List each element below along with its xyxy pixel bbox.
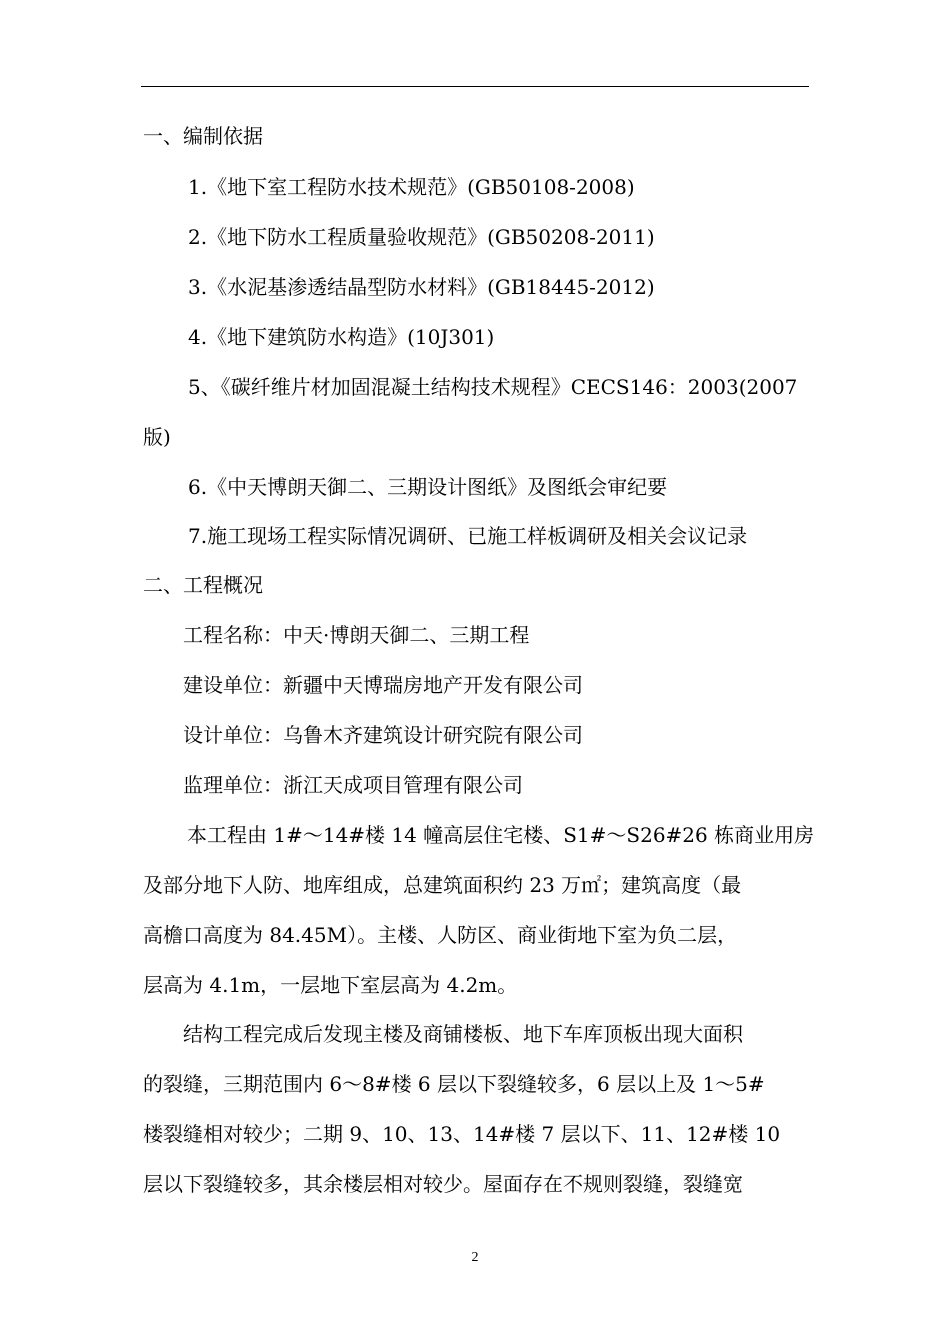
designer: 设计单位：乌鲁木齐建筑设计研究院有限公司: [183, 723, 583, 747]
overview-para-1-line-4: 层高为 4.1m，一层地下室层高为 4.2m。: [143, 973, 518, 997]
basis-item-1: 1.《地下室工程防水技术规范》(GB50108-2008): [188, 175, 635, 199]
overview-para-1-line-1: 本工程由 1#～14#楼 14 幢高层住宅楼、S1#～S26#26 栋商业用房: [187, 823, 815, 847]
section-heading-basis: 一、编制依据: [143, 124, 263, 148]
basis-item-5: 5、《碳纤维片材加固混凝土结构技术规程》CECS146：2003(2007: [188, 375, 798, 399]
basis-item-4: 4.《地下建筑防水构造》(10J301): [188, 325, 495, 349]
overview-para-2-line-3: 楼裂缝相对较少；二期 9、10、13、14#楼 7 层以下、11、12#楼 10: [143, 1122, 781, 1146]
overview-para-1-line-3: 高檐口高度为 84.45M）。主楼、人防区、商业街地下室为负二层，: [143, 923, 738, 947]
developer: 建设单位：新疆中天博瑞房地产开发有限公司: [183, 673, 583, 697]
basis-item-2: 2.《地下防水工程质量验收规范》(GB50208-2011): [188, 225, 655, 249]
overview-para-2-line-1: 结构工程完成后发现主楼及商铺楼板、地下车库顶板出现大面积: [183, 1022, 743, 1046]
basis-item-5-cont: 版): [143, 425, 171, 449]
basis-item-6: 6.《中天博朗天御二、三期设计图纸》及图纸会审纪要: [188, 475, 668, 499]
basis-item-3: 3.《水泥基渗透结晶型防水材料》(GB18445-2012): [188, 275, 655, 299]
overview-para-2-line-4: 层以下裂缝较多，其余楼层相对较少。屋面存在不规则裂缝，裂缝宽: [143, 1172, 743, 1196]
overview-para-2-line-2: 的裂缝，三期范围内 6～8#楼 6 层以下裂缝较多，6 层以上及 1～5#: [143, 1072, 765, 1096]
project-name: 工程名称：中天·博朗天御二、三期工程: [183, 623, 530, 647]
basis-item-7: 7.施工现场工程实际情况调研、已施工样板调研及相关会议记录: [188, 524, 748, 548]
header-rule: [141, 86, 809, 87]
overview-para-1-line-2: 及部分地下人防、地库组成，总建筑面积约 23 万㎡；建筑高度（最: [143, 873, 742, 897]
supervisor: 监理单位：浙江天成项目管理有限公司: [183, 773, 523, 797]
page-number: 2: [471, 1250, 479, 1265]
section-heading-overview: 二、工程概况: [143, 573, 263, 597]
